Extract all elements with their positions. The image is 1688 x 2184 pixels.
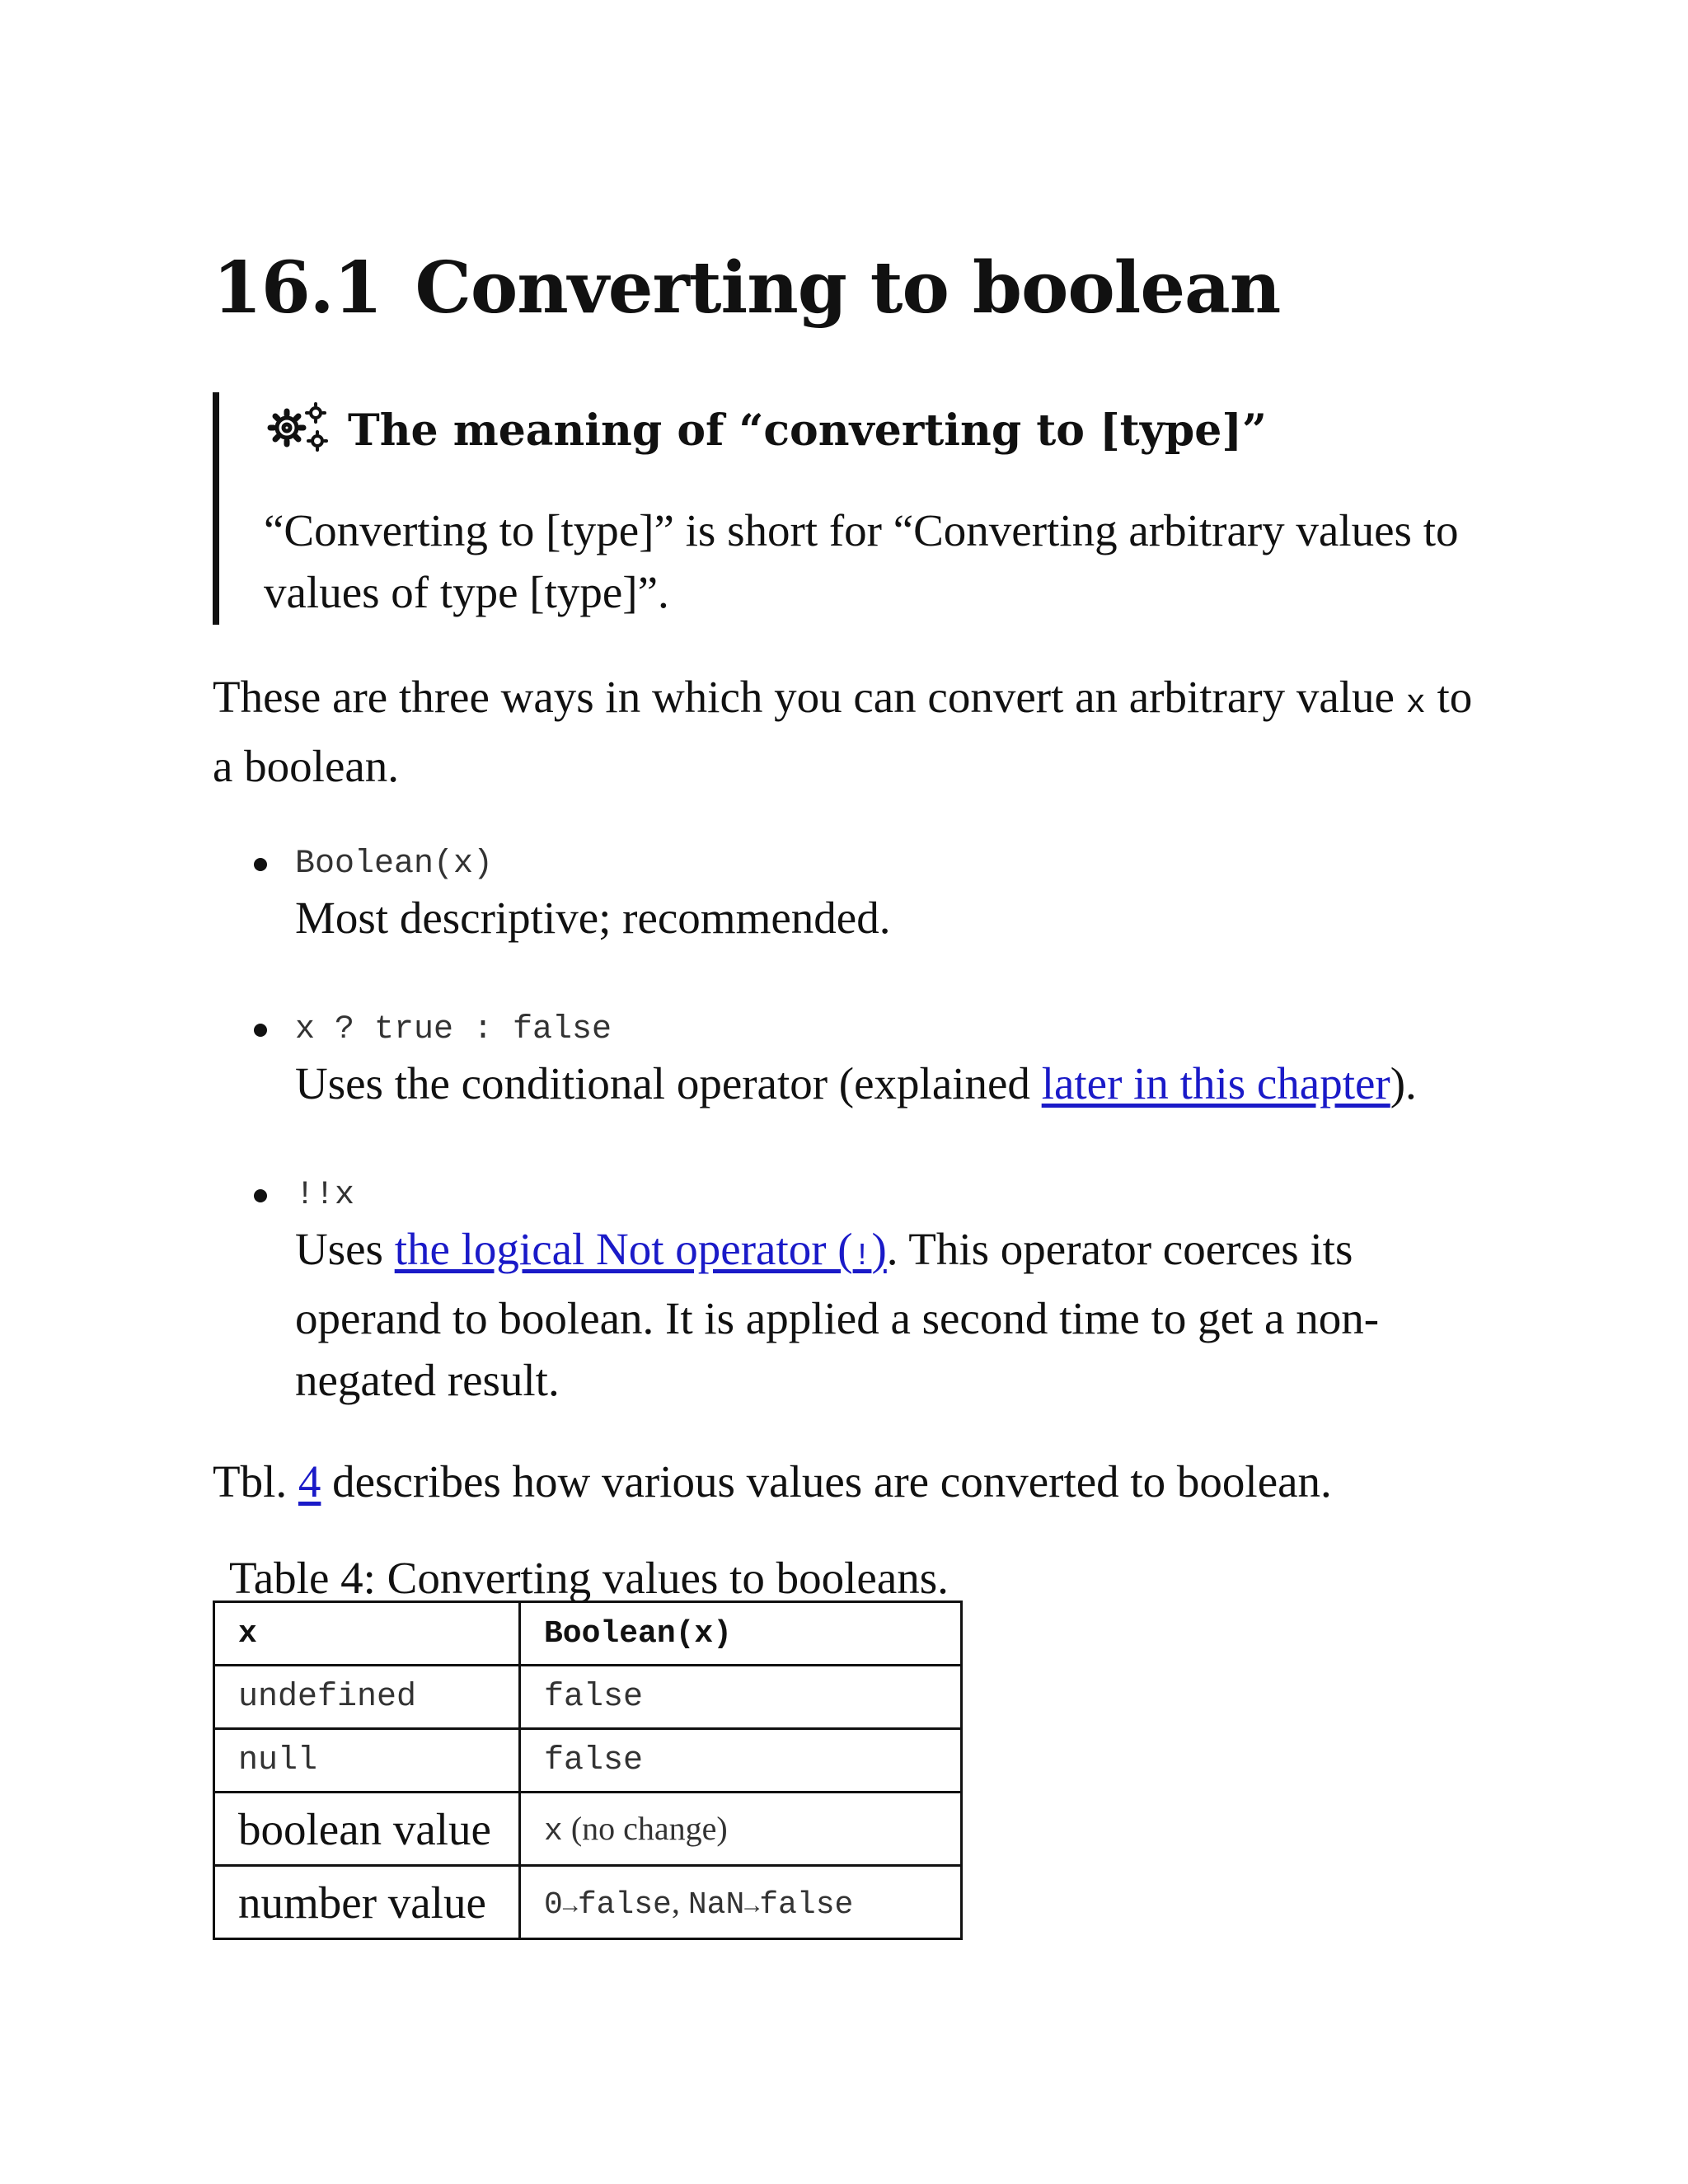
way-description: Most descriptive; recommended. — [295, 893, 891, 943]
cell-code: false — [759, 1886, 854, 1923]
way-text: Uses the conditional operator (explained — [295, 1058, 1042, 1108]
table-reference-paragraph — [213, 1451, 1498, 1512]
table-row — [214, 1666, 962, 1729]
callout-header — [264, 397, 1267, 463]
table-row — [214, 1866, 962, 1939]
column-header-boolean: Boolean(x) — [520, 1602, 962, 1666]
table-row — [214, 1729, 962, 1793]
way-text-end: ). — [1390, 1058, 1417, 1108]
cell-value: null — [214, 1729, 520, 1793]
way-code: Boolean(x) — [295, 846, 494, 883]
cell-result: false — [520, 1666, 962, 1729]
cell-code: 0 — [544, 1886, 563, 1923]
callout-body: “Converting to [type]” is short for “Converting arbitrary values to values of type [type]”. — [264, 505, 1459, 617]
callout-box — [213, 392, 1480, 625]
cell-text: , — [671, 1882, 688, 1920]
bullet — [254, 1189, 267, 1202]
intro-paragraph — [213, 666, 1498, 797]
link-code: ! — [852, 1239, 872, 1274]
arrow-icon: → — [562, 1892, 578, 1921]
cell-value: number value — [214, 1866, 520, 1939]
tblref-text: Tbl. — [213, 1456, 298, 1507]
arrow-icon: → — [744, 1892, 760, 1921]
cell-value: undefined — [214, 1666, 520, 1729]
way-code: x ? true : false — [295, 1011, 612, 1048]
intro-text-end: to a boolean. — [213, 672, 1473, 791]
gears-icon — [264, 401, 330, 459]
section-heading — [213, 247, 1280, 330]
cell-code: x — [544, 1813, 563, 1849]
conversion-table — [213, 1601, 963, 1940]
table-header-row — [214, 1602, 962, 1666]
callout-title: The meaning of “converting to [type]” — [348, 405, 1267, 456]
column-header-x: x — [214, 1602, 520, 1666]
cell-code: false — [577, 1886, 672, 1923]
cell-result — [520, 1866, 962, 1939]
way-code: !!x — [295, 1177, 355, 1214]
section-number: 16.1 — [213, 246, 382, 330]
way-description — [295, 1218, 1449, 1411]
later-in-chapter-link[interactable]: later in this chapter — [1041, 1058, 1390, 1108]
link-text: the logical Not operator ( — [394, 1224, 853, 1274]
table-row — [214, 1793, 962, 1866]
way-text: Uses — [295, 1224, 395, 1274]
link-text-end: ) — [871, 1224, 887, 1274]
cell-value: boolean value — [214, 1793, 520, 1866]
bullet — [254, 858, 267, 871]
way-text-end: . This operator coerces its operand to boolean. It is applied a second time to get a non-negated result. — [295, 1224, 1380, 1405]
logical-not-link[interactable] — [395, 1224, 887, 1274]
cell-result — [520, 1793, 962, 1866]
bullet — [254, 1024, 267, 1037]
tblref-text-end: describes how various values are converted to boolean. — [321, 1456, 1332, 1507]
section-title: Converting to boolean — [415, 246, 1281, 330]
way-description — [295, 1052, 1449, 1114]
table-4-link[interactable]: 4 — [298, 1456, 321, 1507]
intro-code: x — [1405, 686, 1426, 723]
cell-result: false — [520, 1729, 962, 1793]
cell-code: NaN — [687, 1886, 745, 1923]
table-caption: Table 4: Converting values to booleans. — [229, 1553, 949, 1603]
intro-text-start: These are three ways in which you can convert an arbitrary value — [213, 672, 1406, 722]
cell-text: (no change) — [562, 1809, 728, 1847]
